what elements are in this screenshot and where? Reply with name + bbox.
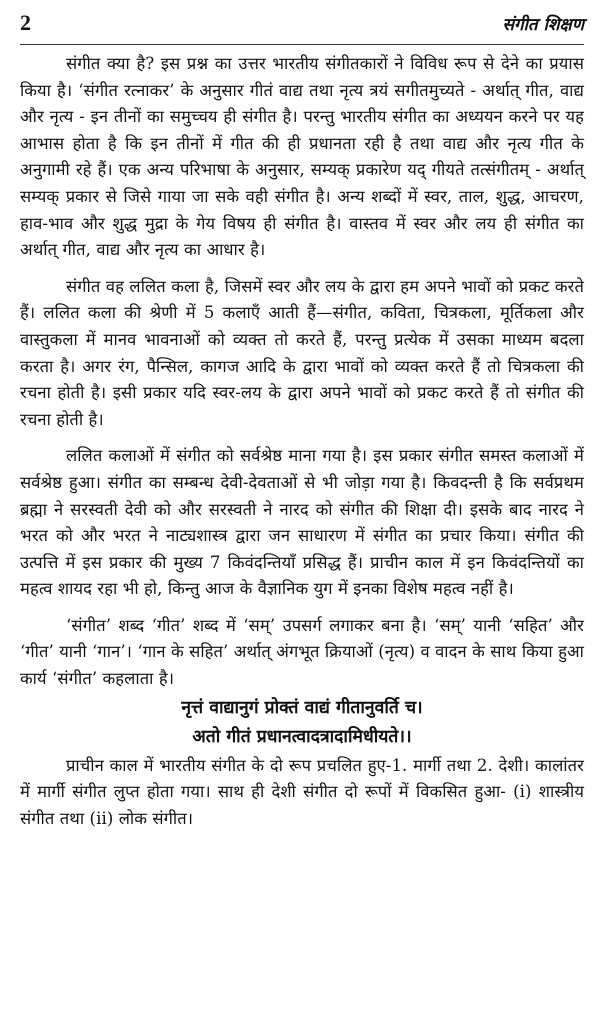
sanskrit-verse-line-1: नृत्तं वाद्यानुगं प्रोक्तं वाद्यं गीतानुवर्ति च। bbox=[181, 697, 423, 718]
page-header bbox=[20, 10, 584, 45]
paragraph-best-art: ललित कलाओं में संगीत को सर्वश्रेष्ठ माना गया है। इस प्रकार संगीत समस्त कलाओं में सर्वश्रेष्ठ हुआ। संगीत का सम्बन्ध देवी-देवताओं से भी जोड़ा गया है। किवदन्ती है कि सर्वप्रथम ब्रह्मा ने सरस्वती देवी को और सरस्वती ने नारद को संगीत की शिक्षा दी। इसके बाद नारद ने भरत को और भरत ने नाट्यशास्त्र द्वारा जन साधारण में संगीत का प्रचार किया। संगीत की उत्पत्ति में इस प्रकार की मुख्य 7 किवंदन्तियाँ प्रसिद्ध हैं। प्राचीन काल में इन किवंदन्तियों का महत्व शायद रहा भी हो, किन्तु आज के वैज्ञानिक युग में इनका विशेष महत्व नहीं है। bbox=[20, 446, 584, 599]
page-body bbox=[20, 51, 584, 832]
paragraph-fine-arts: संगीत वह ललित कला है, जिसमें स्वर और लय के द्वारा हम अपने भावों को प्रकट करते हैं। ललित कला की श्रेणी में 5 कलाएँ आती हैं—संगीत, कविता, चित्रकला, मूर्तिकला और वास्तुकला में मानव भावनाओं को व्यक्त तो करते हैं, परन्तु प्रत्येक में उसका माध्यम बदला करता है। अगर रंग, पैन्सिल, कागज आदि के द्वारा भावों को व्यक्त करते हैं तो चित्रकला की रचना होती है। इसी प्रकार यदि स्वर-लय के द्वारा अपने भावों को प्रकट करते हैं तो संगीत की रचना होती है। bbox=[20, 276, 584, 429]
running-title: संगीत शिक्षण bbox=[502, 15, 584, 35]
paragraph-what-is-music: संगीत क्या है? इस प्रश्न का उत्तर भारतीय संगीतकारों ने विविध रूप से देने का प्रयास किया है। ‘संगीत रत्नाकर’ के अनुसार गीतं वाद्य तथा नृत्य त्रयं सगीतमुच्यते - अर्थात् गीत, वाद्य और नृत्य - इन तीनों का समुच्चय ही संगीत है। परन्तु भारतीय संगीत का अध्ययन करने पर यह आभास होता है कि इन तीनों में गीत की ही प्रधानता रही है तथा वाद्य और नृत्य गीत के अनुगामी रहे हैं। एक अन्य परिभाषा के अनुसार, सम्यक् प्रकारेण यद् गीयते तत्संगीतम् - अर्थात् सम्यक् प्रकार से जिसे गाया जा सके वही संगीत है। अन्य शब्दों में स्वर, ताल, शुद्ध, आचरण, हाव-भाव और शुद्ध मुद्रा के गेय विषय ही संगीत है। वास्तव में स्वर और लय ही संगीत का अर्थात् गीत, वाद्य और नृत्य का आधार है। bbox=[20, 54, 584, 260]
sanskrit-verse-line-2: अतो गीतं प्रधानत्वादत्रादामिधीयते।। bbox=[192, 726, 412, 747]
paragraph-two-forms: प्राचीन काल में भारतीय संगीत के दो रूप प्रचलित हुए-1. मार्गी तथा 2. देशी। कालांतर में मार्गी संगीत लुप्त होता गया। साथ ही देशी संगीत दो रूपों में विकसित हुआ- (i) शास्त्रीय संगीत तथा (ii) लोक संगीत। bbox=[20, 755, 584, 828]
paragraph-etymology: ‘संगीत’ शब्द ‘गीत’ शब्द में ‘सम्’ उपसर्ग लगाकर बना है। ‘सम्’ यानी ‘सहित’ और ‘गीत’ यानी ‘गान’। ‘गान के सहित’ अर्थात् अंगभूत क्रियाओं (नृत्य) व वादन के साथ किया हुआ कार्य ‘संगीत’ कहलाता है। bbox=[20, 615, 584, 689]
page-number: 2 bbox=[20, 10, 31, 35]
